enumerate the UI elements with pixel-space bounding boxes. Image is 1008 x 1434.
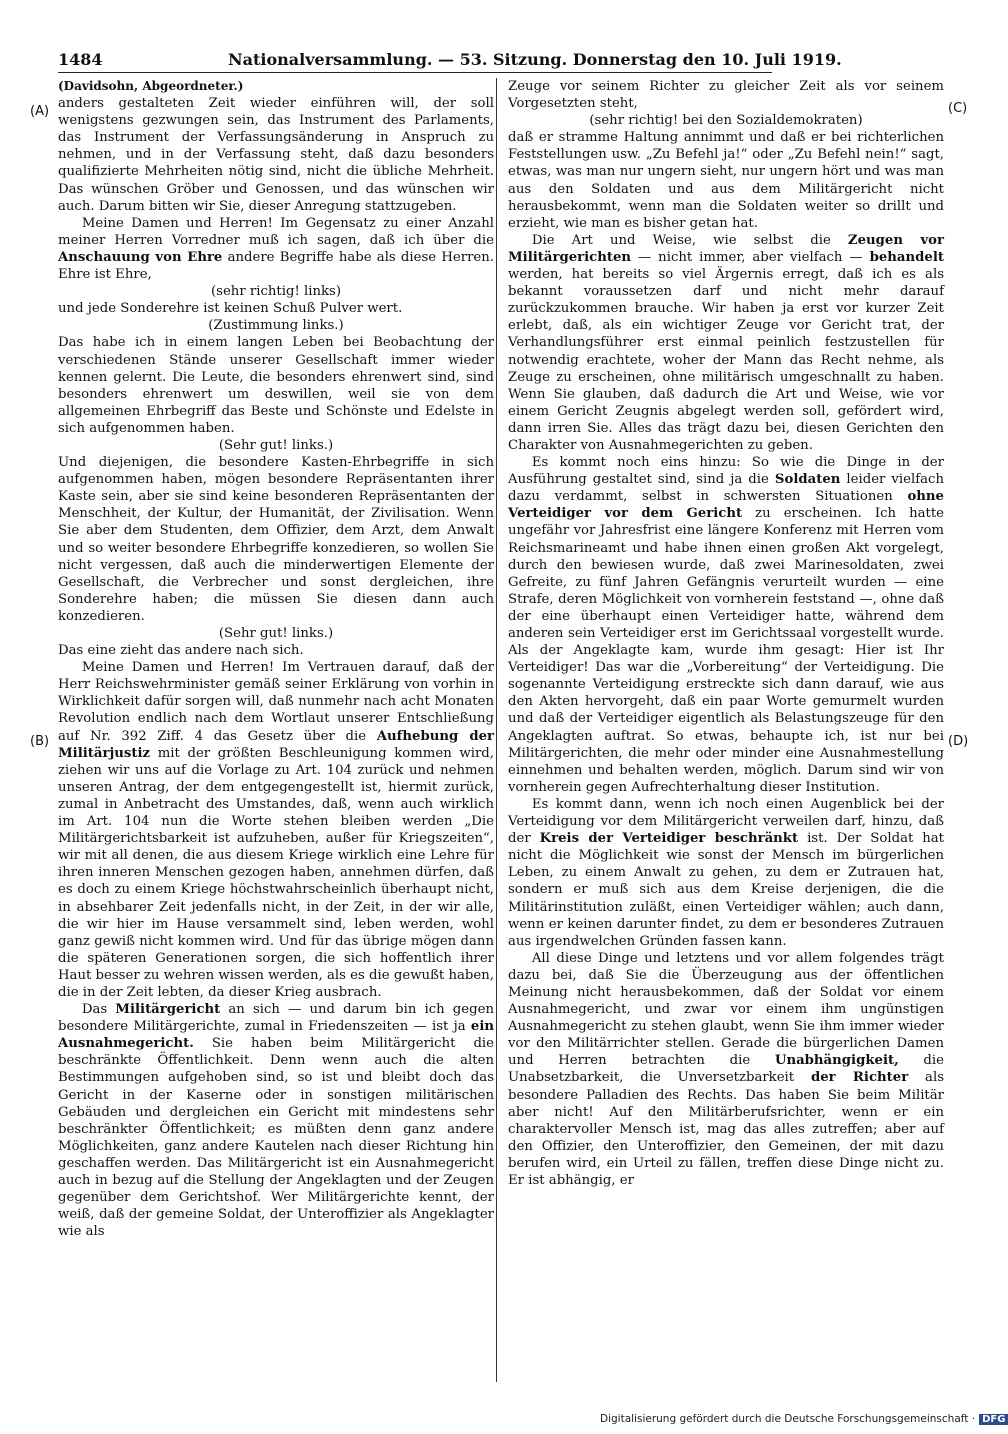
column-divider [496, 78, 497, 1382]
page-number: 1484 [58, 50, 103, 69]
paragraph: Und diejenigen, die besondere Kasten-Ehrbegriffe in sich aufgenommen haben, mögen besondere Repräsentanten ihrer Kaste sein, aber sie sind keine besonderen Repräsentanten der Menschheit, der Kultur, der Humanität, der Zivilisation. Wenn Sie aber dem Studenten, dem Offizier, dem Arzt, dem Anwalt und so weiter besondere Ehrbegriffe konzedieren, so wollen Sie nicht vergessen, daß auch die minderwertigen Elemente der Gesellschaft, die Verbrecher und sonst dergleichen, ihre Sonderehre haben; die müssen Sie diesen dann auch konzedieren. [58, 455, 494, 624]
bold-phrase: behandelt [869, 249, 944, 265]
paragraph [58, 1001, 494, 1240]
text-run: werden, hat bereits so viel Ärgernis erregt, daß ich es als bekannt voraussetzen darf und nicht mehr darauf zurückzukommen brauche. Wir haben ja erst vor kurzer Zeit erlebt, daß, als ein wichtiger Zeuge vor Gericht trat, der Verhandlungsführer erst einmal peinlich festzustellen für notwendig erachtete, woher der Mann das Recht nehme, als Zeuge zu erscheinen, ohne militärisch umgeschnallt zu haben. Wenn Sie glauben, daß dadurch die Art und Weise, wie vor einem Gericht Zeugnis abgelegt werden soll, gefördert wird, dann irren Sie. Alles das trägt dazu bei, diesen Gerichten den Charakter von Ausnahmegerichten zu geben. [508, 267, 944, 453]
margin-marker-d: (D) [948, 734, 969, 749]
text-run: Es kommt dann, wenn ich noch einen Augenblick bei der Verteidigung vor dem Militärgericht verweilen darf, hinzu, daß der [508, 796, 944, 847]
bold-phrase: Unabhängigkeit, [774, 1053, 899, 1069]
bold-phrase: Soldaten [774, 472, 841, 488]
text-run: Es kommt noch eins hinzu: So wie die Dinge in der Ausführung gestaltet sind, sind ja die [508, 455, 944, 488]
text-run: zu erscheinen. Ich hatte ungefähr vor Jahresfrist eine längere Konferenz mit Herren vom Reichsmarineamt und habe ihnen einen großen Akt vorgelegt, durch den bewiesen wurde, daß zwei Marinesoldaten, zwei Gefreite, zu fünf Jahren Gefängnis verurteilt wurden — eine Strafe, deren Möglichkeit von vornherein feststand —, ohne daß der eine überhaupt einen Verteidiger hatte, während dem anderen sein Verteidiger erst im Gerichtssaal vorgestellt wurde. Als der Angeklagte kam, wurde ihm gesagt: Hier ist Ihr Verteidiger! Das war die „Vorbereitung“ der Verteidigung. Die sogenannte Verteidigung erstreckte sich dann darauf, wie aus den Akten hervorgeht, daß ein paar Worte gemurmelt wurden und daß der Verteidiger eigentlich als Belastungszeuge für den Angeklagten auftrat. So etwas, behaupte ich, ist nur bei Militärgerichten, die mehr oder minder eine Ausnahmestellung einnehmen und behalten werden, möglich. Darum sind wir von vornherein gegen Aufrechterhaltung dieser Institution. [508, 506, 945, 795]
bold-phrase: Anschauung von Ehre [58, 249, 223, 265]
bold-phrase: ohne Verteidiger vor dem Gericht [508, 489, 944, 522]
bold-phrase: ein Ausnahmegericht. [58, 1019, 494, 1052]
margin-marker-b: (B) [30, 734, 50, 749]
paragraph: Das eine zieht das andere nach sich. [58, 643, 304, 659]
text-run: an sich — und darum bin ich gegen besondere Militärgerichte, zumal in Friedenszeiten — ist ja [58, 1002, 494, 1035]
speaker-line: (Davidsohn, Abgeordneter.) [58, 79, 244, 93]
paragraph: und jede Sonderehre ist keinen Schuß Pulver wert. [58, 301, 403, 317]
text-run: Meine Damen und Herren! Im Vertrauen darauf, daß der Herr Reichswehrminister gemäß seiner Erklärung von vorhin in Wirklichkeit dafür sorgen will, daß nunmehr nach acht Monaten Revolution endlich nach dem Wortlaut unserer Entschließung auf Nr. 392 Ziff. 4 das Gesetz über die [58, 660, 494, 744]
paragraph: Das habe ich in einem langen Leben bei Beobachtung der verschiedenen Stände unserer Gesellschaft immer wieder kennen gelernt. Die Leute, die besonders ehrenwert sind, sind besonders ehrenwert um deswillen, weil sie von dem allgemeinen Ehrbegriff das Beste und Schönste und Edelste in sich aufgenommen haben. [58, 335, 494, 436]
right-column [508, 78, 944, 1378]
page-title: Nationalversammlung. — 53. Sitzung. Donnerstag den 10. Juli 1919. [228, 50, 842, 69]
text-run: Die Art und Weise, wie selbst die [531, 232, 848, 248]
text-run: die Unabsetzbarkeit, die Unversetzbarkeit [508, 1053, 944, 1086]
bold-phrase: Zeugen vor Militärgerichten [508, 232, 944, 265]
text-run: als besondere Palladien des Rechts. Das haben Sie beim Militär aber nicht! Auf den Militärberufsrichter, wenn er ein charaktervoller Mensch ist, mag das alles zutreffen; aber auf den Offizier, den Unteroffizier, den Gemeinen, der mit dazu berufen wird, ein Urteil zu fällen, treffen diese Dinge nicht zu. Er ist abhängig, er [508, 1070, 944, 1188]
left-column [58, 78, 494, 1378]
text-run: All diese Dinge und letztens und vor allem folgendes trägt dazu bei, daß Sie die Überzeugung aus der öffentlichen Meinung nicht herausbekommen, daß der Soldat vor einem Ausnahmegericht, und zwar vor einem ihm ungünstigen Ausnahmegericht zu stehen glaubt, wenn Sie ihm immer wieder vor den Militärrichter stellen. Gerade die bürgerlichen Damen und Herren betrachten die [508, 950, 944, 1069]
text-run: leider vielfach dazu verdammt, selbst in schwersten Situationen [508, 472, 944, 505]
interjection: (sehr richtig! links) [210, 284, 341, 300]
bold-phrase: Aufhebung der Militärjustiz [58, 728, 494, 761]
text-run: mit der größten Beschleunigung kommen wird, ziehen wir uns auf die Vorlage zu Art. 104 zurück und nehmen unseren Antrag, der dem entgegengestellt ist, hiermit zurück, zumal in Anbetracht des Umstandes, daß, wenn auch wirklich im Art. 104 nun die Worte stehen bleiben werden „Die Militärgerichtsbarkeit ist aufzuheben, außer für Kriegszeiten“, wir mit all denen, die aus diesem Kriege wirklich eine Lehre für ihren inneren Menschen gezogen haben, annehmen dürfen, daß es doch zu einem Kriege höchstwahrscheinlich überhaupt nicht, in absehbarer Zeit jedenfalls nicht, in der Zeit, in der wir alle, die wir hier im Hause versammelt sind, leben werden, wohl ganz gewiß nicht kommen wird. Und für das übrige mögen dann die späteren Generationen sorgen, die sich hoffentlich ihrer Haut besser zu wehren wissen werden, als es die gewußt haben, die in der Zeit lebten, da dieser Krieg ausbrach. [58, 745, 494, 1000]
paragraph [508, 454, 944, 796]
dfg-logo: DFG [979, 1414, 1008, 1425]
margin-marker-c: (C) [948, 101, 968, 116]
paragraph [58, 215, 494, 283]
paragraph: anders gestalteten Zeit wieder einführen will, der soll wenigstens gezwungen sein, das Instrument des Parlaments, das Instrument der Verfassungsänderung in Anspruch zu nehmen, und in der Verfassung steht, daß dazu besonders qualifizierte Mehrheiten nötig sind, nicht die übliche Mehrheit. Das wünschen Gröber und Genossen, und das wünschen wir auch. Darum bitten wir Sie, dieser Anregung stattzugeben. [58, 96, 494, 214]
text-run: Das [81, 1002, 116, 1018]
paragraph [508, 950, 944, 1189]
paragraph [508, 232, 944, 454]
text-run: ist. Der Soldat hat nicht die Möglichkeit wie sonst der Mensch im bürgerlichen Leben, zu einem Anwalt zu gehen, zu dem er Zutrauen hat, sondern er muß sich aus dem Kreise derjenigen, die die Militärinstitution zuläßt, einen Verteidiger wählen; auch dann, wenn er keinen darunter findet, zu dem er besonderes Zutrauen aus irgendwelchen Gründen fassen kann. [508, 831, 945, 949]
footer-credit: Digitalisierung gefördert durch die Deutsche Forschungsgemeinschaft · [600, 1413, 976, 1425]
interjection: (Zustimmung links.) [208, 318, 344, 334]
margin-marker-a: (A) [30, 104, 50, 119]
interjection: (Sehr gut! links.) [218, 437, 334, 453]
footer [600, 1413, 1008, 1425]
interjection: (sehr richtig! bei den Sozialdemokraten) [589, 113, 863, 129]
bold-phrase: Kreis der Verteidiger beschränkt [539, 831, 799, 847]
page-header [58, 50, 842, 74]
paragraph [58, 659, 494, 1001]
text-run: Meine Damen und Herren! Im Gegensatz zu einer Anzahl meiner Herren Vorredner muß ich sagen, daß ich über die [58, 215, 494, 248]
paragraph: Zeuge vor seinem Richter zu gleicher Zeit als vor seinem Vorgesetzten steht, [508, 79, 944, 112]
bold-phrase: der Richter [810, 1070, 909, 1086]
text-run: Sie haben beim Militärgericht die beschränkte Öffentlichkeit. Denn wenn auch die alten Bestimmungen aufgehoben sind, so ist und bleibt doch das Gericht in der Kaserne oder in sonstigen militärischen Gebäuden und dergleichen ein Gericht mit mindestens sehr beschränkter Öffentlichkeit; es müßten denn ganz andere Möglichkeiten, ganz andere Kautelen nach dieser Richtung hin geschaffen werden. Das Militärgericht ist ein Ausnahmegericht auch in bezug auf die Stellung der Angeklagten und der Zeugen gegenüber dem Gerichtshof. Wer Militärgerichte kennt, der weiß, daß der gemeine Soldat, der Unteroffizier als Angeklagter wie als [58, 1036, 494, 1240]
interjection: (Sehr gut! links.) [218, 626, 334, 641]
text-run: andere Begriffe habe als diese Herren. Ehre ist Ehre, [58, 249, 494, 283]
header-rule [58, 72, 772, 73]
paragraph [508, 796, 944, 950]
text-run: — nicht immer, aber vielfach — [631, 249, 870, 265]
bold-phrase: Militärgericht [115, 1002, 221, 1018]
paragraph: daß er stramme Haltung annimmt und daß er bei richterlichen Feststellungen usw. „Zu Befehl ja!“ oder „Zu Befehl nein!“ sagt, etwas, was man nur ungern sieht, nur ungern hört und was man aus den Soldaten und aus dem Militärgericht nicht herausbekommt, wenn man die Soldaten weiter so drillt und erzieht, wie man es bisher getan hat. [508, 130, 944, 231]
